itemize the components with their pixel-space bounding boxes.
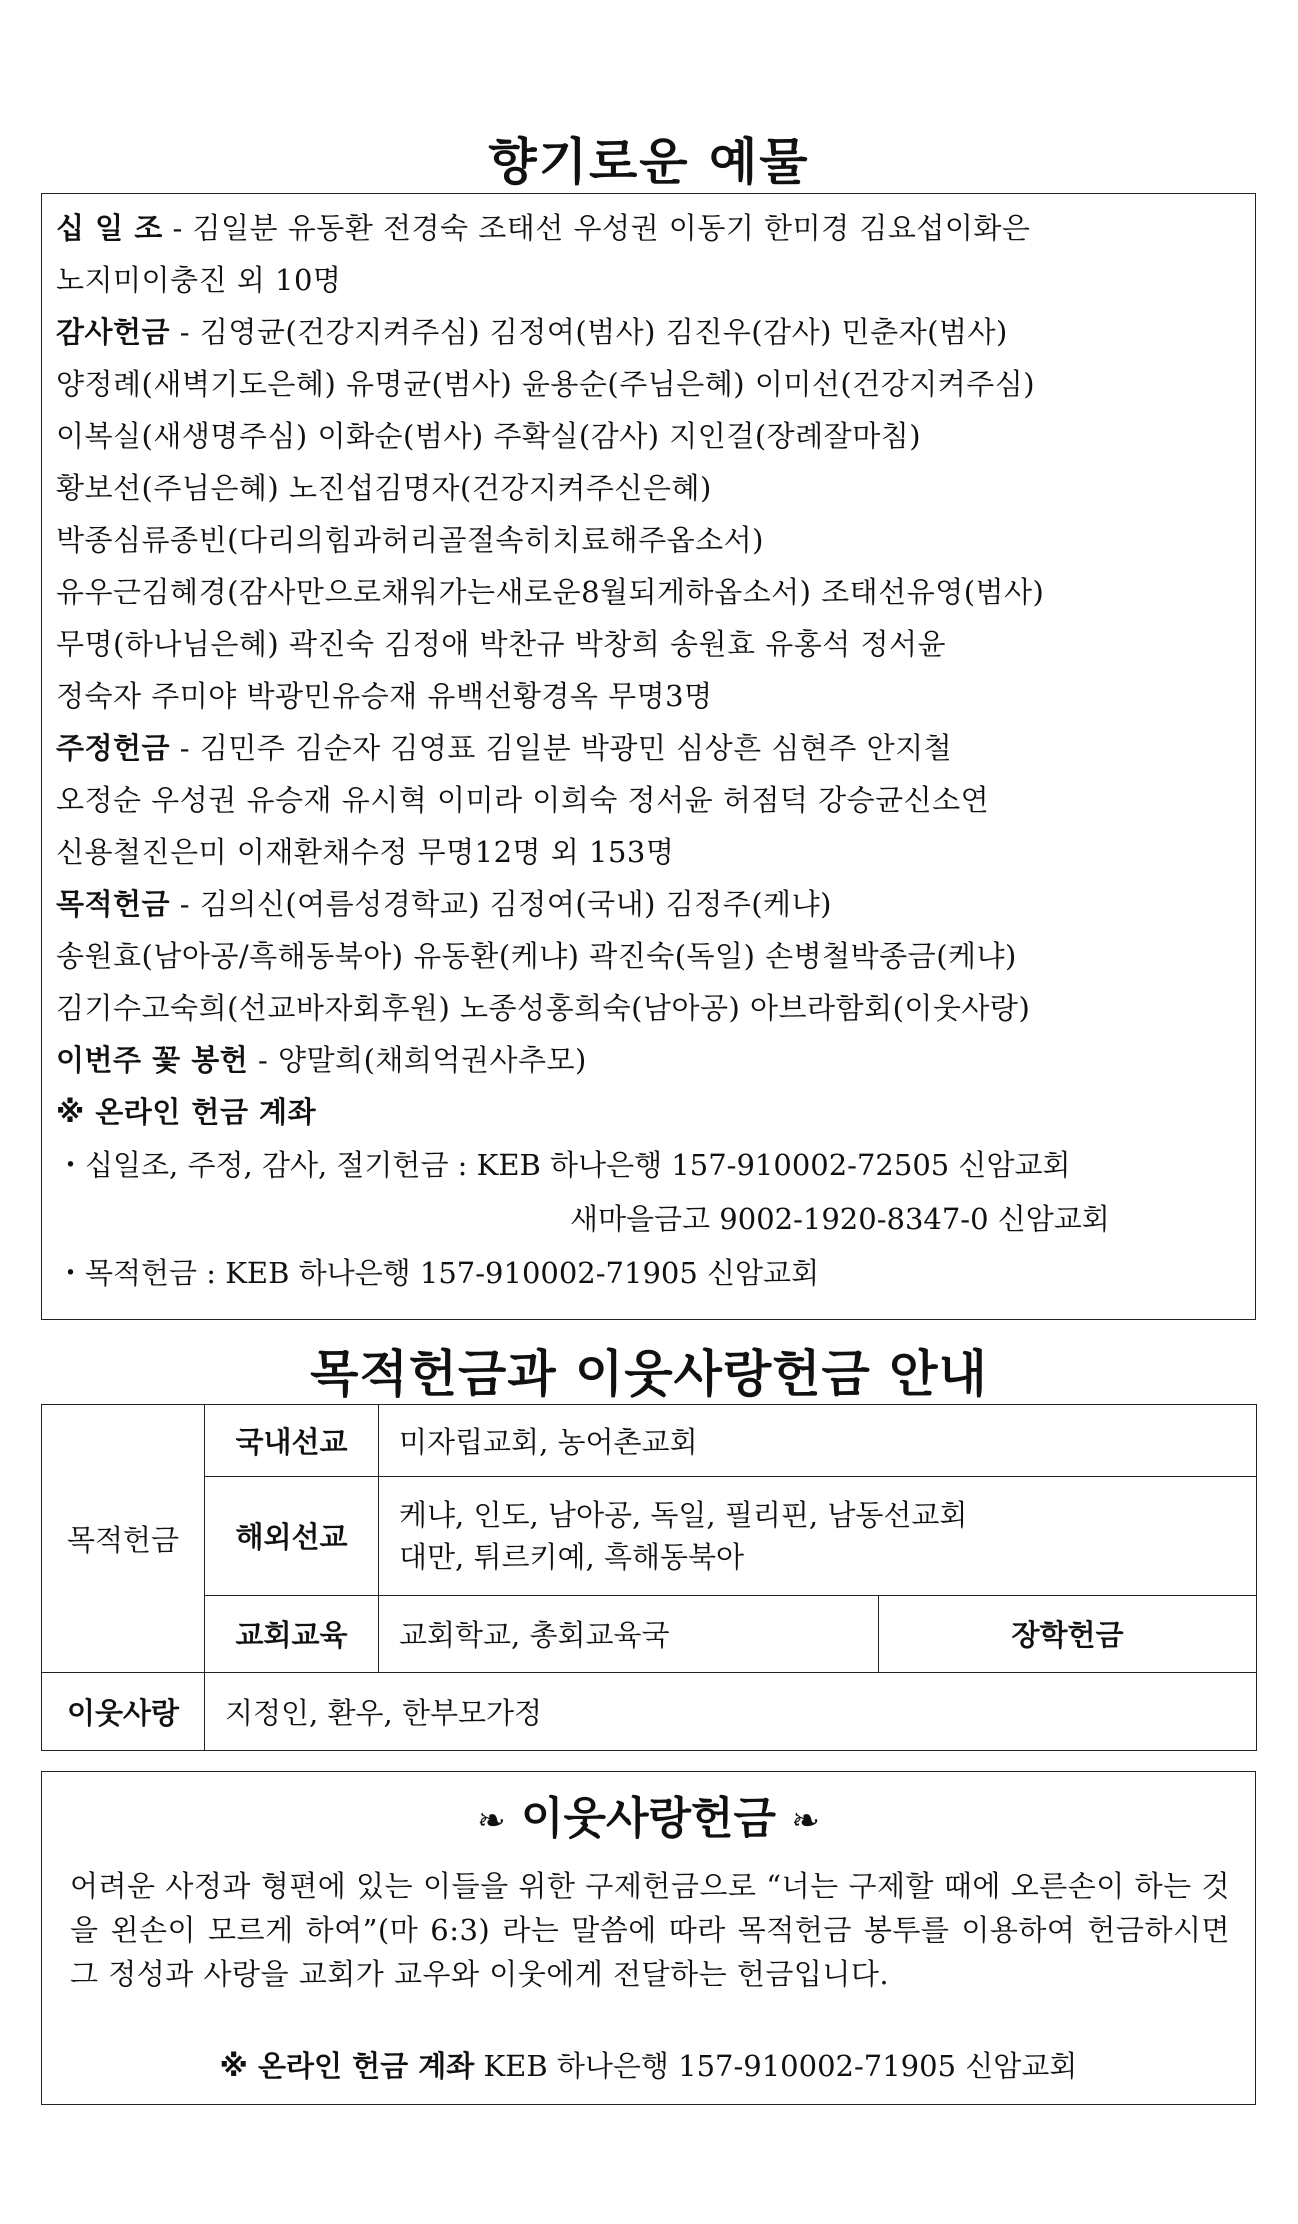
- domestic-mission-value: 미자립교회, 농어촌교회: [379, 1405, 1257, 1477]
- neighbor-offering-account: [42, 2044, 1255, 2085]
- purpose-label: 목적헌금: [56, 887, 171, 921]
- tithe-names-cont: 노지미이충진 외 10명: [56, 263, 342, 297]
- thanks-names-cont: 유우근김혜경(감사만으로채워가는새로운8월되게하옵소서) 조태선유영(범사): [56, 575, 1045, 609]
- flower-names: 양말희(채희억권사추모): [278, 1043, 587, 1077]
- neighbor-offering-description: 어려운 사정과 형편에 있는 이들을 위한 구제헌금으로 “너는 구제할 때에 오른손이 하는 것을 왼손이 모르게 하여”(마 6:3) 라는 말씀에 따라 목적헌금 봉투를 이용하여 헌금하시면 그 정성과 사랑을 교회가 교우와 이웃에게 전달하는 헌금입니다.: [70, 1869, 1230, 1991]
- account-general-label: ・십일조, 주정, 감사, 절기헌금 :: [56, 1148, 468, 1182]
- account-purpose-label: ・목적헌금 :: [56, 1256, 217, 1290]
- thanks-names: 김영균(건강지켜주심) 김정여(범사) 김진우(감사) 민춘자(범사): [199, 315, 1008, 349]
- ornament-right-icon: ❧: [791, 1801, 820, 1841]
- account-line-saemaeul: 새마을금고 9002-1920-8347-0 신암교회: [570, 1202, 1110, 1236]
- thanks-label: 감사헌금: [56, 315, 171, 349]
- guide-title: 목적헌금과 이웃사랑헌금 안내: [310, 1345, 988, 1403]
- tithe-line: 십 일 조 - 김일분 유동환 전경숙 조태선 우성권 이동기 한미경 김요섭이화은: [56, 211, 1031, 245]
- church-education-label: 교회교육: [205, 1595, 379, 1672]
- neighbor-offering-title: [42, 1782, 1255, 1846]
- offerings-box: [41, 193, 1256, 1320]
- purpose-offering-cell: 목적헌금: [42, 1405, 205, 1673]
- purpose-names-cont: 김기수고숙희(선교바자회후원) 노종성홍희숙(남아공) 아브라함회(이웃사랑): [56, 991, 1031, 1025]
- neighbor-love-value: 지정인, 환우, 한부모가정: [205, 1672, 1257, 1750]
- neighbor-love-label: 이웃사랑: [42, 1672, 205, 1750]
- account-purpose-number: KEB 하나은행 157-910002-71905 신암교회: [225, 1256, 820, 1290]
- purpose-names: 김의신(여름성경학교) 김정여(국내) 김정주(케냐): [199, 887, 832, 921]
- neighbor-offering-box: [41, 1771, 1256, 2105]
- online-account-title: ※ 온라인 헌금 계좌: [56, 1095, 317, 1129]
- neighbor-offering-title-text: 이웃사랑헌금: [520, 1793, 777, 1844]
- neighbor-account-label: ※ 온라인 헌금 계좌: [219, 2049, 475, 2083]
- page-title: 향기로운 예물: [488, 133, 810, 191]
- thanks-names-cont: 무명(하나님은혜) 곽진숙 김정애 박찬규 박창희 송원효 유홍석 정서윤: [56, 627, 947, 661]
- weekly-names-cont: 오정순 우성권 유승재 유시혁 이미라 이희숙 정서윤 허점덕 강승균신소연: [56, 783, 990, 817]
- scholarship-offering-cell: 장학헌금: [879, 1595, 1257, 1672]
- thanks-names-cont: 정숙자 주미야 박광민유승재 유백선황경옥 무명3명: [56, 679, 713, 713]
- overseas-line-1: 케냐, 인도, 남아공, 독일, 필리핀, 남동선교회: [399, 1497, 968, 1532]
- weekly-names-cont: 신용철진은미 이재환채수정 무명12명 외 153명: [56, 835, 675, 869]
- domestic-mission-label: 국내선교: [205, 1405, 379, 1477]
- thanks-names-cont: 양정례(새벽기도은혜) 유명균(범사) 윤용순(주님은혜) 이미선(건강지켜주심): [56, 367, 1036, 401]
- neighbor-account-number: KEB 하나은행 157-910002-71905 신암교회: [483, 2049, 1078, 2083]
- thanks-line: 감사헌금 - 김영균(건강지켜주심) 김정여(범사) 김진우(감사) 민춘자(범사): [56, 315, 1008, 349]
- thanks-names-cont: 박종심류종빈(다리의힘과허리골절속히치료해주옵소서): [56, 523, 764, 557]
- weekly-line: 주정헌금 - 김민주 김순자 김영표 김일분 박광민 심상흔 심현주 안지철: [56, 731, 953, 765]
- tithe-names: 김일분 유동환 전경숙 조태선 우성권 이동기 한미경 김요섭이화은: [192, 211, 1031, 245]
- overseas-line-2: 대만, 튀르키예, 흑해동북아: [399, 1539, 745, 1574]
- flower-label: 이번주 꽃 봉헌: [56, 1043, 249, 1077]
- purpose-names-cont: 송원효(남아공/흑해동북아) 유동환(케냐) 곽진숙(독일) 손병철박종금(케냐): [56, 939, 1017, 973]
- thanks-names-cont: 황보선(주님은혜) 노진섭김명자(건강지켜주신은혜): [56, 471, 712, 505]
- offering-guide-table: [41, 1404, 1257, 1751]
- overseas-mission-label: 해외선교: [205, 1477, 379, 1595]
- account-line-purpose: [56, 1246, 1241, 1300]
- weekly-label: 주정헌금: [56, 731, 171, 765]
- purpose-line: 목적헌금 - 김의신(여름성경학교) 김정여(국내) 김정주(케냐): [56, 887, 832, 921]
- church-education-value: 교회학교, 총회교육국: [379, 1595, 879, 1672]
- thanks-names-cont: 이복실(새생명주심) 이화순(범사) 주확실(감사) 지인걸(장례잘마침): [56, 419, 922, 453]
- overseas-mission-value: [379, 1477, 1257, 1595]
- account-line-general: [56, 1138, 1241, 1192]
- weekly-names: 김민주 김순자 김영표 김일분 박광민 심상흔 심현주 안지철: [199, 731, 953, 765]
- ornament-left-icon: ❧: [477, 1801, 506, 1841]
- account-general-number: KEB 하나은행 157-910002-72505 신암교회: [476, 1148, 1071, 1182]
- flower-line: 이번주 꽃 봉헌 - 양말희(채희억권사추모): [56, 1043, 587, 1077]
- tithe-label: 십 일 조: [56, 211, 163, 245]
